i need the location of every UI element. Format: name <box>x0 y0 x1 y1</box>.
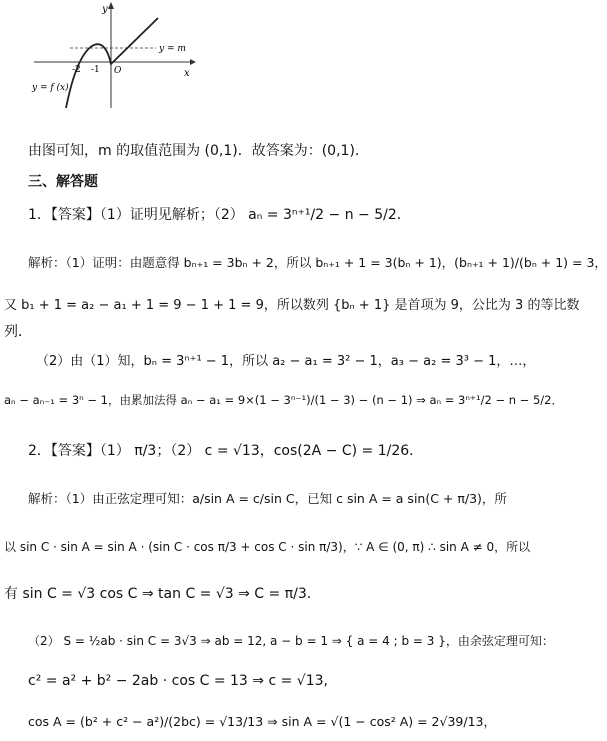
q1-solution-line2: 又 b₁ + 1 = a₂ − a₁ + 1 = 9 − 1 + 1 = 9，所以数列 {bₙ + 1} 是首项为 9，公比为 3 的等比数 <box>4 298 580 313</box>
q2-solution-part1: 解析：（1）由正弦定理可知：a/sin A = c/sin C，已知 c sin A = a sin(C + π/3)，所 <box>28 491 507 506</box>
q2-answer: 2．【答案】（1） π/3；（2） c = √13，cos(2A − C) = 1/26． <box>28 443 424 459</box>
q1-solution-sum: aₙ − aₙ₋₁ = 3ⁿ − 1，由累加法得 aₙ − a₁ = 9×(1 − 3ⁿ⁻¹)/(1 − 3) − (n − 1) ⇒ aₙ = 3ⁿ⁺¹/2 − n − 5/2． <box>4 393 563 407</box>
q1-answer: 1．【答案】（1）证明见解析；（2） aₙ = 3ⁿ⁺¹/2 − n − 5/2． <box>28 207 411 223</box>
y-axis-arrow-icon <box>108 2 114 9</box>
line-label-m: y = m <box>159 44 186 54</box>
q2-solution-line2: 以 sin C · sin A = sin A · (sin C · cos π/3 + cos C · sin π/3)，∵ A ∈ (0, π) ∴ sin A ≠ 0，所以 <box>4 540 531 554</box>
x-axis-label: x <box>184 68 190 79</box>
curve-label: y = f (x) <box>32 83 69 93</box>
q1-solution-part1: 解析：（1）证明：由题意得 bₙ₊₁ = 3bₙ + 2，所以 bₙ₊₁ + 1 = 3(bₙ + 1)，(bₙ₊₁ + 1)/(bₙ + 1) = 3， <box>28 255 607 270</box>
q1-solution-line3: 列． <box>4 324 32 340</box>
section-heading: 三、解答题 <box>28 174 98 190</box>
q2-solution-line3: 有 sin C = √3 cos C ⇒ tan C = √3 ⇒ C = π/3． <box>4 586 321 602</box>
q2-solution-part2: （2） S = ½ab · sin C = 3√3 ⇒ ab = 12, a − b = 1 ⇒ { a = 4 ; b = 3 }，由余弦定理可知： <box>28 634 554 648</box>
function-graph <box>28 0 203 112</box>
function-curve <box>66 18 158 108</box>
q2-cosine-law: c² = a² + b² − 2ab · cos C = 13 ⇒ c = √13, <box>28 673 328 689</box>
q2-cos-a: cos A = (b² + c² − a²)/(2bc) = √13/13 ⇒ sin A = √(1 − cos² A) = 2√39/13， <box>28 714 496 729</box>
tick-label-neg2: -2 <box>72 65 81 75</box>
x-axis-arrow-icon <box>190 59 196 65</box>
tick-label-neg1: -1 <box>91 65 100 75</box>
graph-conclusion: 由图可知，m 的取值范围为 (0,1)．故答案为：(0,1)． <box>28 143 369 159</box>
y-axis-label: y <box>102 4 108 15</box>
q1-solution-part2: （2）由（1）知，bₙ = 3ⁿ⁺¹ − 1，所以 a₂ − a₁ = 3² − 1，a₃ − a₂ = 3³ − 1，…， <box>36 354 536 369</box>
origin-label: O <box>114 66 122 76</box>
